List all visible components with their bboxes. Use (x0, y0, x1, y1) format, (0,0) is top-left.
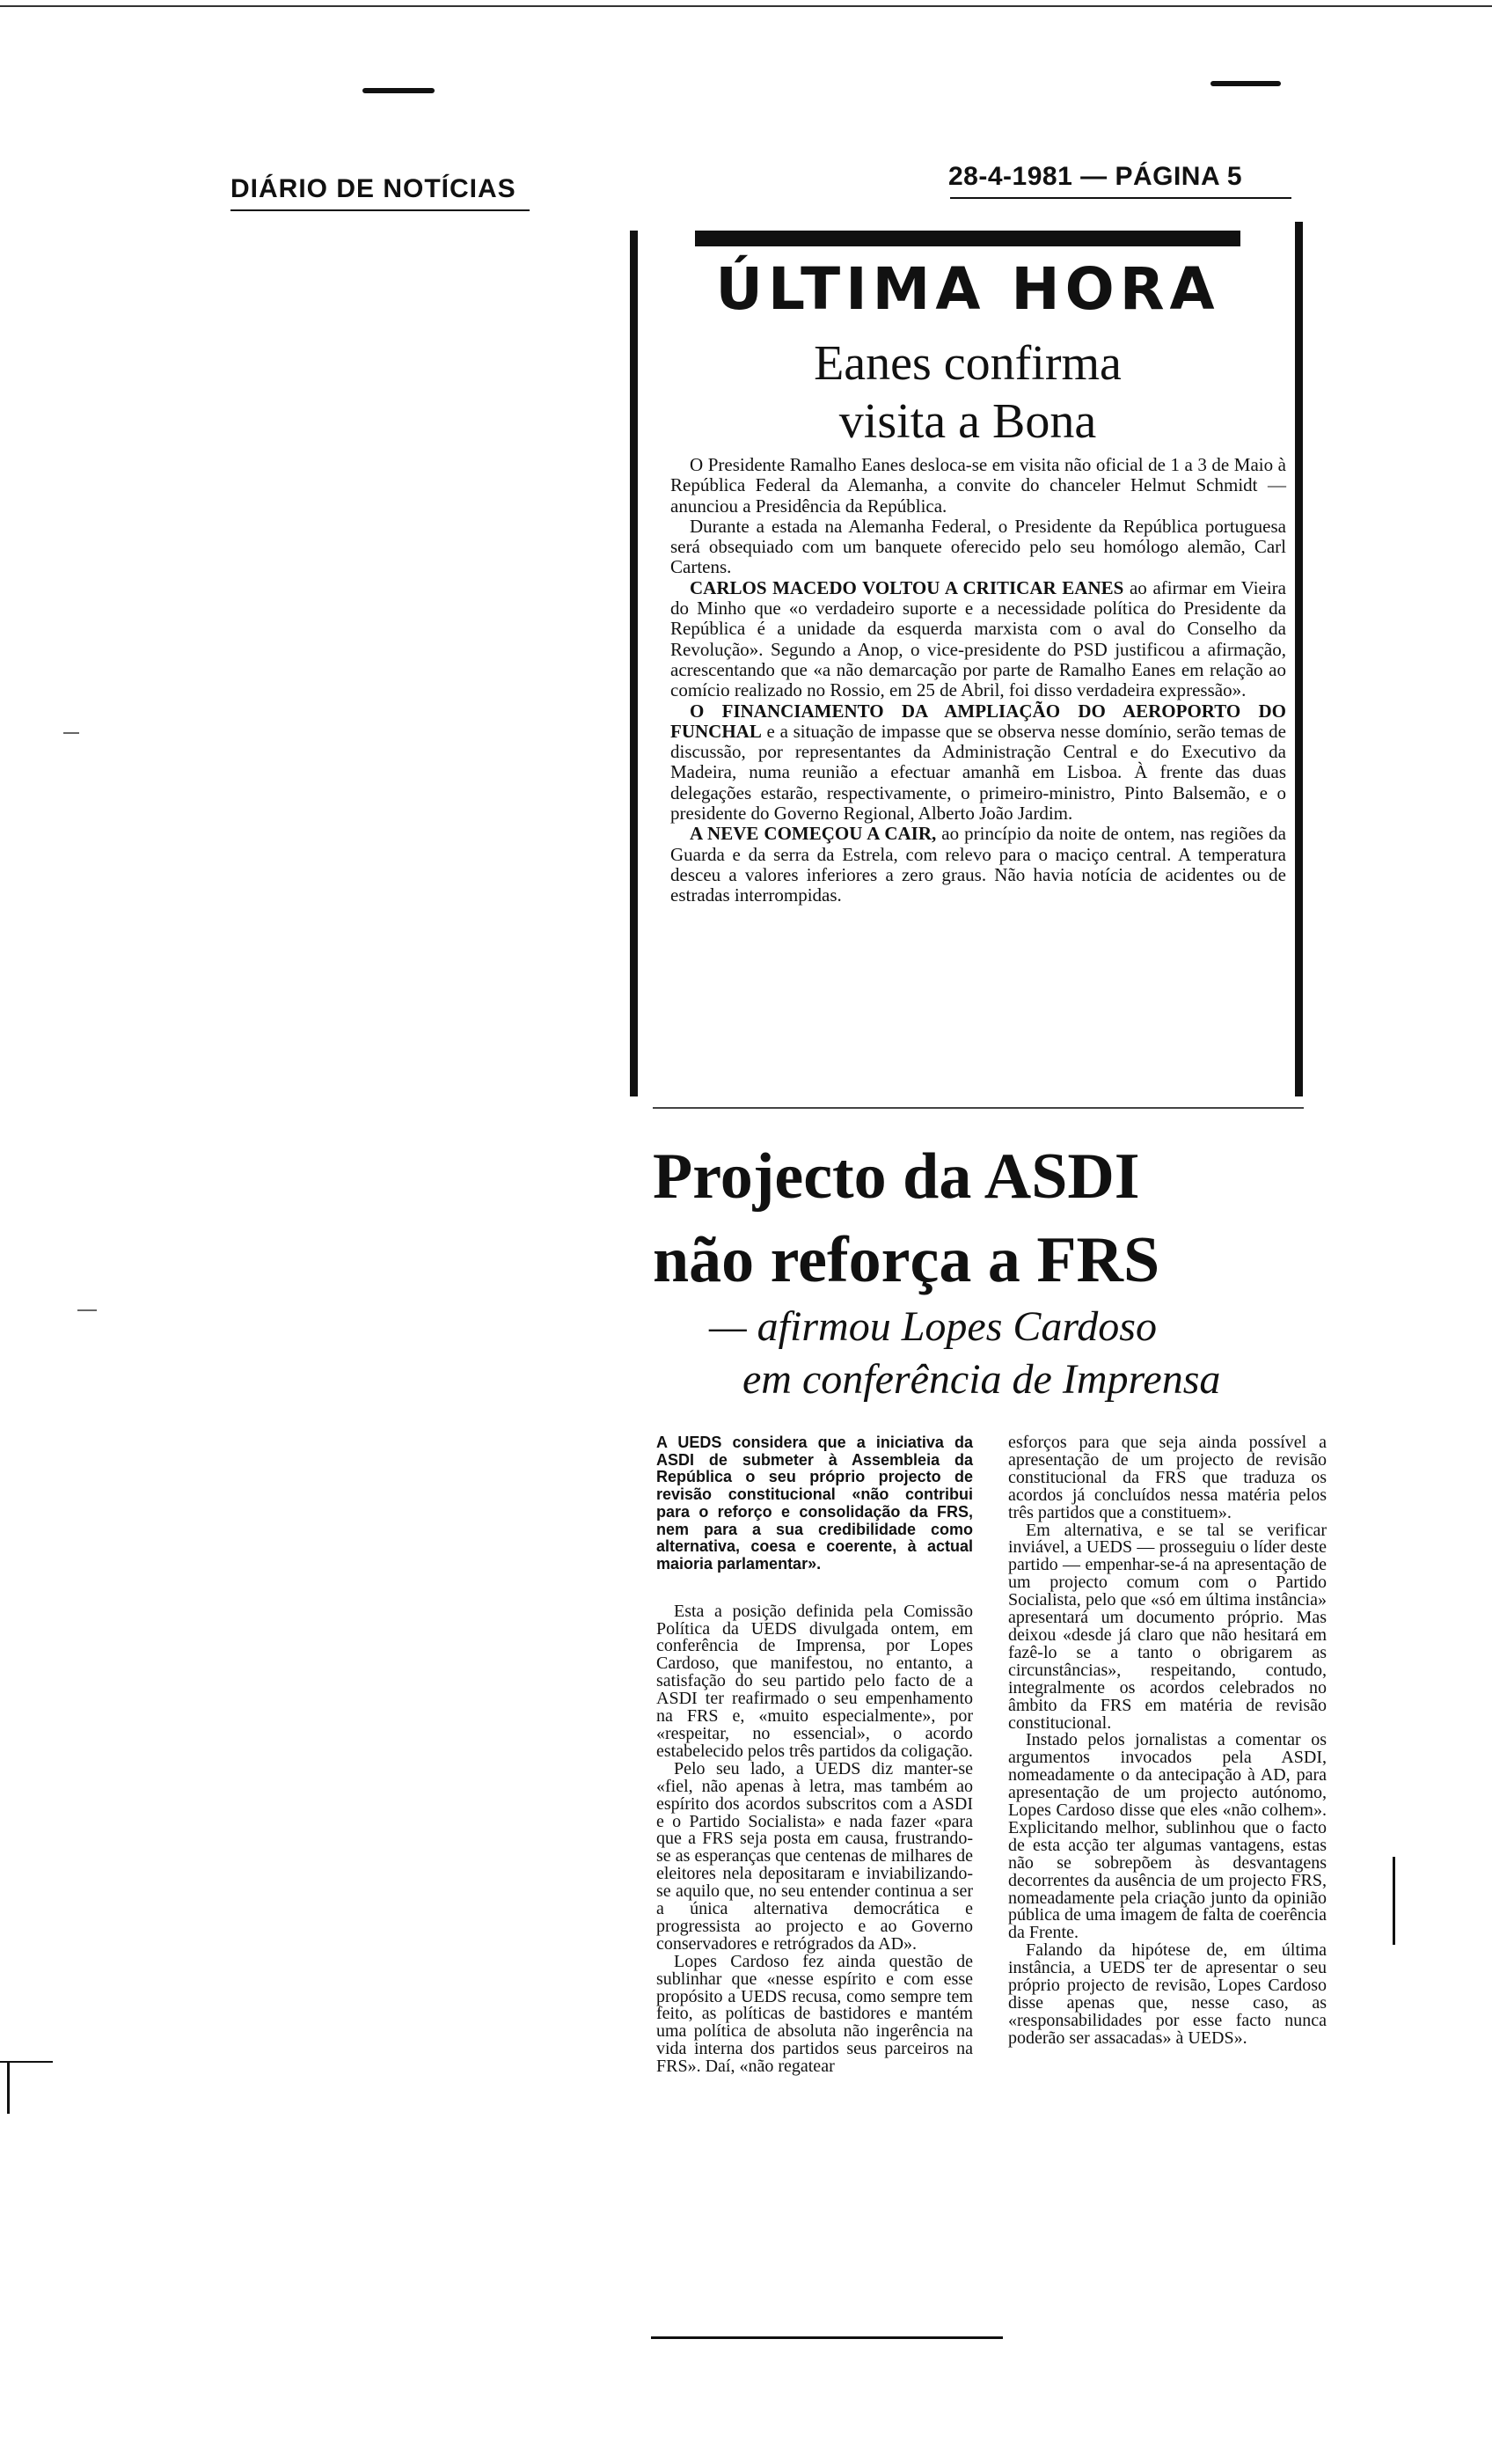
ultima-hora-label: ÚLTIMA HORA (715, 255, 1220, 323)
section-divider (653, 1107, 1304, 1109)
ultima-hora-paragraph: O Presidente Ramalho Eanes desloca-se em visita não oficial de 1 a 3 de Maio à República Federal da Alemanha, a convite do chanceler Helmut Schmidt — anunciou a Presidência da República. (670, 454, 1286, 517)
side-mark-left (7, 2061, 10, 2114)
ultima-hora-headline-line2: visita a Bona (838, 394, 1097, 449)
article-subheadline-line2: em conferência de Imprensa (742, 1356, 1221, 1403)
article-paragraph: Falando da hipótese de, em última instância, a UEDS ter de apresentar o seu próprio projecto de revisão, Lopes Cardoso disse apenas que, nesse caso, as «responsabilidades por esse facto nunca poderão ser assacadas» à UEDS». (1008, 1940, 1327, 2048)
masthead: DIÁRIO DE NOTÍCIAS (230, 174, 516, 203)
article-headline (653, 1135, 1286, 1302)
article-paragraph: Lopes Cardoso fez ainda questão de sublinhar que «nesse espírito e com esse propósito a UEDS recusa, como sempre tem feito, as políticas de bastidores e mantém uma política de absoluta não ingerência na vida interna dos partidos seus parceiros na FRS». Daí, «não regatear (656, 1951, 973, 2077)
paragraph-lead-caps: O FINANCIAMENTO DA AMPLIAÇÃO DO AEROPORTO DO FUNCHAL (670, 700, 1286, 742)
side-tick-left (0, 2061, 53, 2063)
box-right-border (1295, 222, 1303, 1096)
ultima-hora-headline-line1: Eanes confirma (814, 336, 1122, 391)
ultima-hora-paragraph (670, 824, 1286, 906)
header-mark-right (1210, 81, 1281, 86)
ultima-hora-paragraph (670, 578, 1286, 701)
article-subheadline (709, 1301, 1307, 1406)
paragraph-text: ao princípio da noite de ontem, nas regiões da Guarda e da serra da Estrela, com relevo para o maciço central. A temperatura desceu a valores inferiores a zero graus. Não havia notícia de acidentes ou de estradas interrompidas. (670, 823, 1286, 906)
box-top-bar (695, 231, 1240, 246)
article-subheadline-line1: — afirmou Lopes Cardoso (709, 1303, 1157, 1350)
header-mark-left (362, 88, 435, 93)
article-headline-line1: Projecto da ASDI (653, 1140, 1140, 1213)
article-lead: A UEDS considera que a iniciativa da ASDI de submeter à Assembleia da República o seu próprio projecto de revisão constitucional «não contribui para o reforço e consolidação da FRS, nem para a sua credibilidade como alternativa, coesa e coerente, à actual maioria parlamentar». (656, 1434, 973, 1573)
ultima-hora-paragraph (670, 701, 1286, 825)
paragraph-lead-caps: A NEVE COMEÇOU A CAIR, (690, 823, 937, 845)
masthead-underline (230, 209, 530, 211)
article-paragraph: Esta a posição definida pela Comissão Política da UEDS divulgada ontem, em conferência de Imprensa, por Lopes Cardoso, que manifestou, no entanto, a satisfação do seu partido pelo facto de a ASDI ter reafirmado o seu empenhamento na FRS e, «muito especialmente», por «respeitar, no essencial», o acordo estabelecido pelos três partidos da coligação. (656, 1601, 973, 1761)
ultima-hora-paragraph: Durante a estada na Alemanha Federal, o Presidente da República portuguesa será obsequiado com um banquete oferecido pelo seu homólogo alemão, Carl Cartens. (670, 515, 1286, 578)
margin-tick (77, 1309, 97, 1311)
box-left-border (630, 231, 638, 1096)
top-border-line (0, 5, 1492, 7)
paragraph-lead-caps: CARLOS MACEDO VOLTOU A CRITICAR EANES (690, 576, 1124, 598)
article-paragraph: esforços para que seja ainda possível a apresentação de um projecto de revisão constitucional da FRS que traduza os acordos já concluídos nessa matéria pelos três partidos que a constituem». (1008, 1433, 1327, 1522)
paragraph-text: ao afirmar em Vieira do Minho que «o verdadeiro suporte e a necessidade política do Presidente da República é a unidade da esquerda marxista com o aval do Conselho da Revolução». Segundo a Anop, o vice-presidente do PSD justificou a afirmação, acrescentando que «a não demarcação por parte de Ramalho Eanes em relação ao comício realizado no Rossio, em 25 de Abril, foi disso verdadeira expressão». (670, 576, 1286, 701)
article-paragraph: Instado pelos jornalistas a comentar os argumentos invocados pela ASDI, nomeadamente o da antecipação à AD, para apresentação de um projecto autónomo, Lopes Cardoso disse que eles «não colhem». Explicitando melhor, sublinhou que o facto de esta acção ter algumas vantagens, estas não se sobrepõem às desvantagens decorrentes da ausência de um projecto FRS, nomeadamente pela criação junto da opinião pública de uma imagem de falta de coerência da Frente. (1008, 1730, 1327, 1943)
ultima-hora-body (670, 455, 1286, 906)
article-column-2 (1008, 1434, 1327, 2048)
article-headline-line2: não reforça a FRS (653, 1224, 1160, 1296)
paragraph-text: e a situação de impasse que se observa nesse domínio, serão temas de discussão, por representantes da Administração Central e do Executivo da Madeira, numa reunião a efectuar amanhã em Lisboa. À frente das duas delegações estarão, respectivamente, o primeiro-ministro, Pinto Balsemão, e o presidente do Governo Regional, Alberto João Jardim. (670, 720, 1286, 825)
article-paragraph: Em alternativa, e se tal se verificar inviável, a UEDS — prosseguiu o líder deste partido — empenhar-se-á na apresentação de um projecto comum com o Partido Socialista, pelo que «só em última instância» apresentará um documento próprio. Mas deixou «desde já claro que não hesitará em fazê-lo se a tanto o obrigarem as circunstâncias», respeitando, contudo, integralmente os acordos celebrados no âmbito da FRS em matéria de revisão constitucional. (1008, 1520, 1327, 1733)
dateline-underline (950, 197, 1291, 199)
page-dateline: 28-4-1981 — PÁGINA 5 (948, 162, 1243, 191)
side-mark-right (1393, 1857, 1395, 1945)
ultima-hora-headline (669, 334, 1267, 451)
article-paragraph: Pelo seu lado, a UEDS diz manter-se «fiel, não apenas à letra, mas também ao espírito dos acordos subscritos com a ASDI e o Partido Socialista» e nada fazer «para que a FRS seja posta em causa, frustrando-se as esperanças que centenas de milhares de eleitores nela depositaram e inviabilizando-se aquilo que, no seu entender continua a ser a única alternativa democrática e progressista ao projecto e ao Governo conservadores e retrógrados da AD». (656, 1758, 973, 1954)
article-column-1 (656, 1434, 973, 2076)
article-bottom-rule (651, 2336, 1003, 2339)
margin-tick (63, 732, 79, 734)
